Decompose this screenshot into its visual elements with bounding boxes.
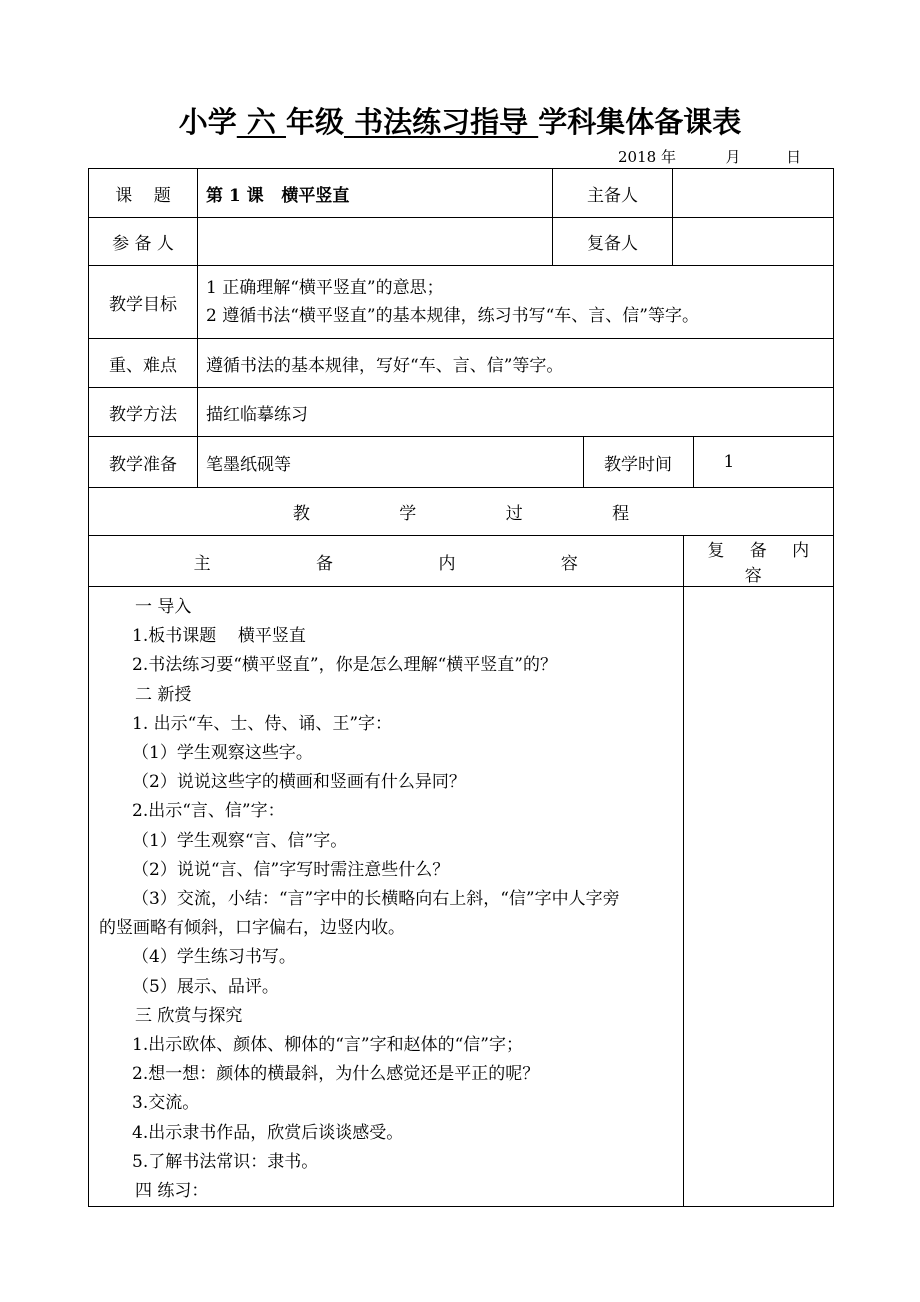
goals-value bbox=[198, 266, 834, 339]
main-content bbox=[89, 587, 683, 1206]
time-label: 教学时间 bbox=[583, 437, 693, 487]
content-line: 2.想一想：颜体的横最斜，为什么感觉还是平正的呢？ bbox=[132, 1064, 540, 1085]
reviewer-label: 复备人 bbox=[553, 218, 673, 266]
content-line: 三 欣赏与探究 bbox=[135, 1005, 243, 1026]
content-line: （3）交流，小结：“言”字中的长横略向右上斜，“信”字中人字旁 bbox=[132, 889, 620, 910]
row-participants bbox=[89, 218, 834, 266]
date-line bbox=[618, 146, 801, 167]
method-label: 教学方法 bbox=[89, 388, 198, 437]
content-line: 4.出示隶书作品，欣赏后谈谈感受。 bbox=[132, 1122, 404, 1143]
date-day: 日 bbox=[786, 148, 802, 166]
review-content bbox=[683, 587, 833, 1206]
content-line: （2）说说这些字的横画和竖画有什么异同？ bbox=[132, 772, 466, 793]
row-key-points bbox=[89, 339, 834, 388]
topic-label: 课 题 bbox=[89, 169, 198, 218]
content-line: （1）学生观察“言、信”字。 bbox=[132, 830, 348, 851]
lead-label: 主备人 bbox=[553, 169, 673, 218]
row-process-columns bbox=[89, 536, 834, 587]
topic-value: 第 1 课 横平竖直 bbox=[198, 169, 553, 218]
title-suffix: 学科集体备课表 bbox=[538, 105, 742, 139]
lead-value bbox=[673, 169, 834, 218]
method-value: 描红临摹练习 bbox=[198, 388, 834, 437]
review-content-heading: 复 备 内 容 bbox=[683, 536, 833, 586]
content-line: 5.了解书法常识：隶书。 bbox=[132, 1151, 319, 1172]
content-line: 的竖画略有倾斜，口字偏右，边竖内收。 bbox=[99, 918, 405, 939]
prep-value: 笔墨纸砚等 bbox=[206, 454, 291, 475]
row-topic bbox=[89, 169, 834, 218]
title-grade-suffix: 年级 bbox=[285, 105, 344, 139]
content-line: 1.板书课题 横平竖直 bbox=[132, 626, 306, 647]
row-goals bbox=[89, 266, 834, 339]
goal-2: 2 遵循书法“横平竖直”的基本规律，练习书写“车、言、信”等字。 bbox=[206, 306, 699, 326]
goal-1: 1 正确理解“横平竖直”的意思； bbox=[206, 278, 444, 298]
process-columns bbox=[89, 536, 834, 587]
prep-label: 教学准备 bbox=[89, 437, 198, 488]
content-line: （2）说说“言、信”字写时需注意些什么？ bbox=[132, 859, 450, 880]
row-process-body bbox=[89, 587, 834, 1207]
prep-row-cells bbox=[198, 437, 834, 488]
content-line: 四 练习： bbox=[135, 1181, 209, 1202]
content-line: 二 新授 bbox=[135, 684, 192, 705]
key-value: 遵循书法的基本规律，写好“车、言、信”等字。 bbox=[198, 339, 834, 388]
process-heading: 教 学 过 程 bbox=[89, 488, 834, 536]
reviewer-value bbox=[673, 218, 834, 266]
content-line: 2.出示“言、信”字： bbox=[132, 801, 285, 822]
time-value: 1 bbox=[693, 437, 833, 487]
key-label: 重、难点 bbox=[89, 339, 198, 388]
content-line: 1.出示欧体、颜体、柳体的“言”字和赵体的“信”字； bbox=[132, 1035, 523, 1056]
content-line: （4）学生练习书写。 bbox=[132, 947, 296, 968]
title-grade: 六 bbox=[236, 105, 286, 139]
participants-label: 参 备 人 bbox=[89, 218, 198, 266]
row-process-heading bbox=[89, 488, 834, 536]
row-method bbox=[89, 388, 834, 437]
date-month: 月 bbox=[725, 148, 741, 166]
title-prefix: 小学 bbox=[178, 105, 237, 139]
content-line: 1. 出示“车、士、侍、诵、王”字： bbox=[132, 713, 393, 734]
page-title bbox=[0, 100, 920, 141]
content-line: 3.交流。 bbox=[132, 1093, 200, 1114]
goals-label: 教学目标 bbox=[89, 266, 198, 339]
main-content-heading: 主 备 内 容 bbox=[193, 553, 628, 574]
content-line: 一 导入 bbox=[135, 597, 192, 617]
participants-value bbox=[198, 218, 553, 266]
title-subject: 书法练习指导 bbox=[344, 105, 539, 139]
date-year: 2018 年 bbox=[618, 148, 676, 166]
content-line: （5）展示、品评。 bbox=[132, 976, 279, 997]
lesson-plan-table bbox=[88, 168, 834, 1207]
row-preparation bbox=[89, 437, 834, 488]
process-body bbox=[89, 587, 834, 1207]
content-line: 2.书法练习要“横平竖直”，你是怎么理解“横平竖直”的？ bbox=[132, 655, 557, 676]
content-line: （1）学生观察这些字。 bbox=[132, 743, 313, 764]
